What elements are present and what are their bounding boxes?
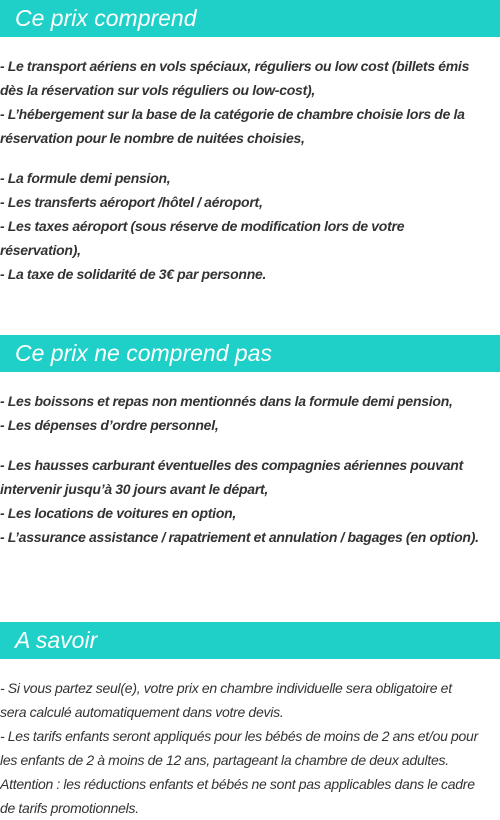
list-item: de tarifs promotionnels. — [0, 800, 139, 816]
list-item: - La formule demi pension, — [0, 170, 171, 186]
includes-list-group-2 — [0, 166, 500, 286]
section-good-to-know — [0, 622, 500, 816]
list-item: - Les transferts aéroport /hôtel / aéroport, — [0, 194, 263, 210]
excludes-list-group-2 — [0, 453, 500, 549]
list-item: réservation), — [0, 242, 81, 258]
section-price-excludes — [0, 335, 500, 545]
excludes-list-group-1 — [0, 389, 500, 437]
list-item: - Les tarifs enfants seront appliqués pour les bébés de moins de 2 ans et/ou pour — [0, 728, 479, 744]
section-title-good-to-know: A savoir — [0, 622, 500, 659]
list-item: - Le transport aériens en vols spéciaux, réguliers ou low cost (billets émis — [0, 58, 470, 74]
list-item: - L’assurance assistance / rapatriement et annulation / bagages (en option). — [0, 529, 479, 545]
list-item: les enfants de 2 à moins de 12 ans, partageant la chambre de deux adultes. — [0, 752, 449, 768]
list-item: intervenir jusqu’à 30 jours avant le départ, — [0, 481, 269, 497]
list-item: - Les taxes aéroport (sous réserve de modification lors de votre — [0, 218, 405, 234]
list-item: - La taxe de solidarité de 3€ par personne. — [0, 266, 267, 282]
list-item: - Les boissons et repas non mentionnés dans la formule demi pension, — [0, 393, 453, 409]
section-title-price-excludes: Ce prix ne comprend pas — [0, 335, 500, 372]
list-item: dès la réservation sur vols réguliers ou low-cost), — [0, 82, 316, 98]
section-title-price-includes: Ce prix comprend — [0, 0, 500, 37]
list-item: - Les hausses carburant éventuelles des compagnies aériennes pouvant — [0, 457, 463, 473]
list-item: Attention : les réductions enfants et bébés ne sont pas applicables dans le cadre — [0, 776, 475, 792]
list-item: - Si vous partez seul(e), votre prix en chambre individuelle sera obligatoire et — [0, 680, 452, 696]
list-item: - L’hébergement sur la base de la catégorie de chambre choisie lors de la — [0, 106, 465, 122]
list-item: réservation pour le nombre de nuitées choisies, — [0, 130, 305, 146]
includes-list-group-1 — [0, 54, 500, 150]
list-item: sera calculé automatiquement dans votre devis. — [0, 704, 284, 720]
list-item: - Les locations de voitures en option, — [0, 505, 237, 521]
list-item: - Les dépenses d’ordre personnel, — [0, 417, 219, 433]
section-price-includes — [0, 0, 500, 282]
good-to-know-text — [0, 676, 500, 820]
